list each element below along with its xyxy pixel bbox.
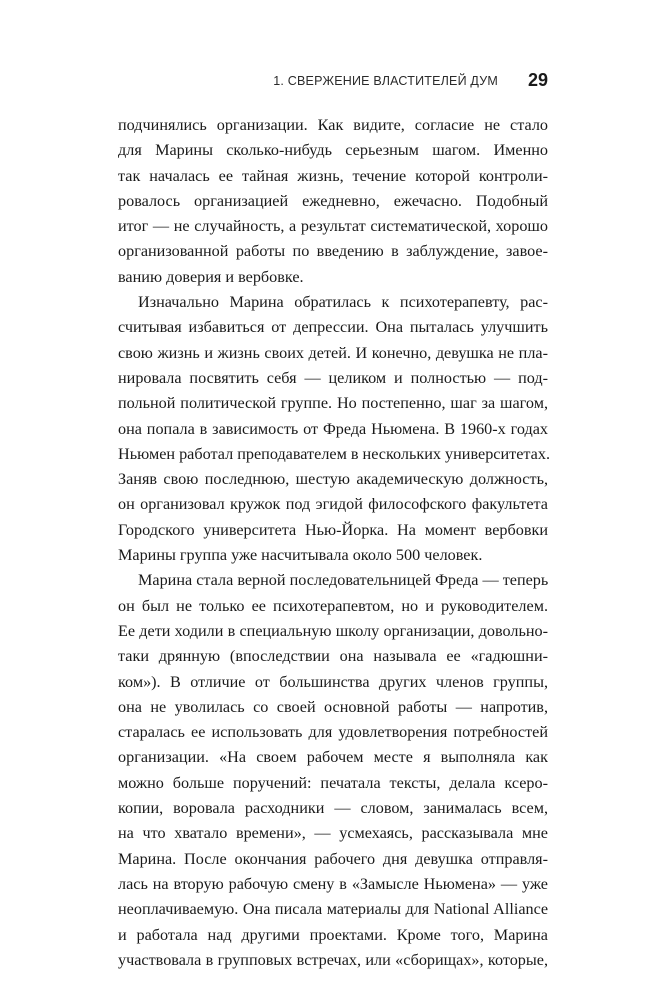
text-line: можно больше поручений: печатала тексты, делала ксеро- <box>118 773 548 792</box>
text-line: она попала в зависимость от Фреда Ньюмена. В 1960-х годах <box>118 419 548 438</box>
text-line: Городского университета Нью-Йорка. На момент вербовки <box>118 520 548 539</box>
text-line: свою жизнь и жизнь своих детей. И конечно, девушка не пла- <box>118 343 548 362</box>
paragraph-3 <box>118 568 548 973</box>
text-line: Заняв свою последнюю, шестую академическую должность, <box>118 470 548 489</box>
text-line: Ньюмен работал преподавателем в нескольких университетах. <box>118 444 550 463</box>
text-line: на что хватало времени», — усмехаясь, рассказывала мне <box>118 824 548 843</box>
running-head <box>118 70 548 94</box>
text-line: для Марины сколько-нибудь серьезным шагом. Именно <box>118 141 548 160</box>
text-line: она не уволилась со своей основной работы — напротив, <box>118 697 548 716</box>
text-line: Марина. После окончания рабочего дня девушка отправля- <box>118 849 548 868</box>
text-line: ванию доверия и вербовке. <box>118 267 304 286</box>
text-line: участвовала в групповых встречах, или «сборищах», которые, <box>118 950 548 969</box>
paragraph-2 <box>118 290 548 568</box>
text-line: подчинялись организации. Как видите, согласие не стало <box>118 116 548 134</box>
text-line: Ее дети ходили в специальную школу организации, довольно- <box>118 621 548 640</box>
page-number: 29 <box>527 70 548 90</box>
body-text <box>118 113 548 973</box>
text-line: организованной работы по введению в заблуждение, завое- <box>118 242 548 261</box>
text-line: считывая избавиться от депрессии. Она пыталась улучшить <box>118 318 548 337</box>
text-line: лась на вторую рабочую смену в «Замысле Ньюмена» — уже <box>118 874 548 893</box>
text-line: ровалось организацией ежедневно, ежечасно. Подобный <box>118 191 548 210</box>
text-line: он был не только ее психотерапевтом, но и руководителем. <box>118 596 548 615</box>
chapter-title: 1. СВЕРЖЕНИЕ ВЛАСТИТЕЛЕЙ ДУМ <box>273 74 498 88</box>
text-line: копии, воровала расходники — словом, занималась всем, <box>118 799 548 818</box>
text-line: нировала посвятить себя — целиком и полностью — под- <box>118 368 548 387</box>
text-line: итог — не случайность, а результат систематической, хорошо <box>118 217 548 236</box>
text-line: Марины группа уже насчитывала около 500 человек. <box>118 546 483 565</box>
text-line: и работала над другими проектами. Кроме того, Марина <box>118 925 548 944</box>
text-line: старалась ее использовать для удовлетворения потребностей <box>118 723 548 742</box>
paragraph-1 <box>118 113 548 290</box>
text-line: польной политической группе. Но постепенно, шаг за шагом, <box>118 394 548 413</box>
text-line: таки дрянную (впоследствии она называла ее «гадюшни- <box>118 647 548 666</box>
text-line: организации. «На своем рабочем месте я выполняла как <box>118 748 548 767</box>
text-line: неоплачиваемую. Она писала материалы для National Alliance <box>118 900 548 919</box>
text-line: так началась ее тайная жизнь, течение которой контроли- <box>118 166 548 185</box>
text-line: ком»). В отличие от большинства других членов группы, <box>118 672 548 691</box>
text-line: Изначально Марина обратилась к психотерапевту, рас- <box>138 293 548 312</box>
text-line: Марина стала верной последовательницей Фреда — теперь <box>138 571 549 590</box>
text-line: он организовал кружок под эгидой философского факультета <box>118 495 548 514</box>
